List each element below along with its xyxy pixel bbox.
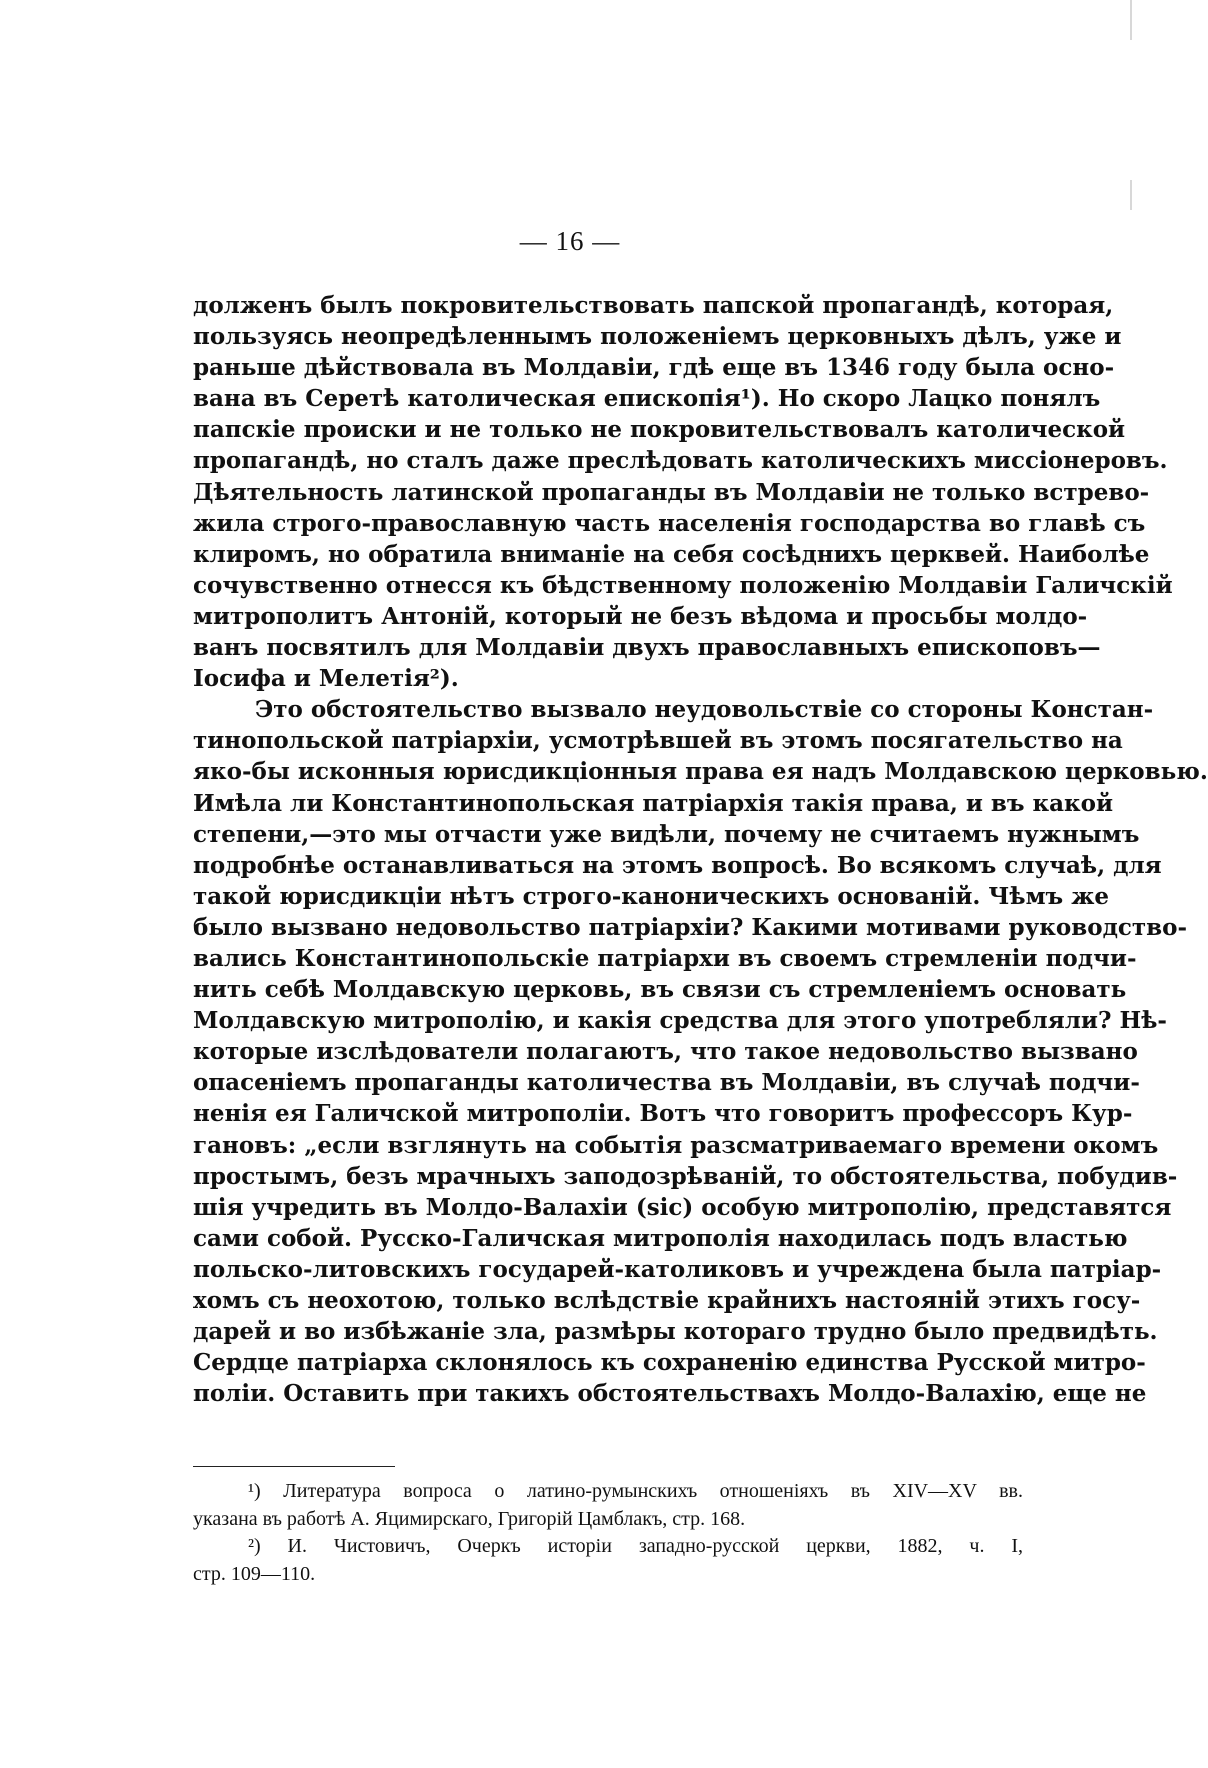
text-line: Сердце патріарха склонялось къ сохраненію единства Русской митро- [193,1349,1146,1377]
text-line: Дѣятельность латинской пропаганды въ Молдавіи не только встрево- [193,478,1150,506]
text-line: вались Константинопольскіе патріархи въ своемъ стремленіи подчи- [193,944,1137,972]
paragraph-1 [193,290,1173,694]
main-text [193,290,1208,1409]
footnote-2 [193,1533,1023,1588]
text-line: пользуясь неопредѣленнымъ положеніемъ церковныхъ дѣлъ, уже и [193,323,1122,351]
text-line: опасеніемъ пропаганды католичества въ Молдавіи, въ случаѣ подчи- [193,1069,1140,1097]
text-line: Имѣла ли Константинопольская патріархія такія права, и въ какой [193,789,1114,817]
text-line: простымъ, безъ мрачныхъ заподозрѣваній, то обстоятельства, побудив- [193,1162,1178,1190]
text-line: яко-бы исконныя юрисдикціонныя права ея надъ Молдавскою церковью. [193,758,1208,786]
text-line: хомъ съ неохотою, только вслѣдствіе крайнихъ настояній этихъ госу- [193,1287,1141,1314]
text-line: дарей и во избѣжаніе зла, размѣры котораго трудно было предвидѣть. [193,1318,1158,1346]
text-line: гановъ: „если взглянуть на событія разсматриваемаго времени окомъ [193,1131,1159,1159]
text-line: клиромъ, но обратила вниманіе на себя сосѣднихъ церквей. Наиболѣе [193,540,1150,568]
text-line: было вызвано недовольство патріархіи? Какими мотивами руководство- [193,913,1188,941]
footnote-line: указана въ работѣ А. Яцимирскаго, Григорій Цамблакъ, стр. 168. [193,1507,746,1530]
text-line: сочувственно отнесся къ бѣдственному положенію Молдавіи Галичскій [193,571,1173,599]
footnotes [193,1478,1023,1588]
text-line: поліи. Оставить при такихъ обстоятельствахъ Молдо-Валахію, еще не [193,1380,1147,1408]
footnote-divider [193,1466,395,1467]
text-line: вана въ Серетѣ католическая епископія¹). Но скоро Лацко понялъ [193,385,1101,413]
text-line: польско-литовскихъ государей-католиковъ и учреждена была патріар- [193,1255,1162,1283]
text-line: Іосифа и Мелетія²). [193,665,459,693]
text-line: жила строго-православную часть населенія господарства во главѣ съ [193,509,1146,537]
footnote-line: ²) И. Чистовичъ, Очеркъ исторіи западно-русской церкви, 1882, ч. I, [248,1535,1023,1557]
text-line: ненія ея Галичской митрополіи. Вотъ что говоритъ профессоръ Кур- [193,1100,1133,1128]
text-line: пропагандѣ, но сталъ даже преслѣдовать католическихъ миссіонеровъ. [193,447,1168,475]
text-line: тинопольской патріархіи, усмотрѣвшей въ этомъ посягательство на [193,727,1123,755]
text-line: раньше дѣйствовала въ Молдавіи, гдѣ еще въ 1346 году была осно- [193,354,1115,382]
text-line: степени,—это мы отчасти уже видѣли, почему не считаемъ нужнымъ [193,820,1140,848]
text-line: Молдавскую митрополію, и какія средства для этого употребляли? Нѣ- [193,1007,1167,1035]
text-line: папскіе происки и не только не покровительствовалъ католической [193,416,1126,444]
text-line: такой юрисдикціи нѣтъ строго-каноническихъ основаній. Чѣмъ же [193,882,1110,910]
text-line: Это обстоятельство вызвало неудовольствіе со стороны Констан- [255,696,1154,724]
text-line: шія учредить въ Молдо-Валахіи (sic) особую митрополію, представятся [193,1193,1172,1221]
footnote-line: стр. 109—110. [193,1562,316,1585]
text-line: долженъ былъ покровительствовать папской пропагандѣ, которая, [193,292,1114,319]
text-line: которые изслѣдователи полагаютъ, что такое недовольство вызвано [193,1038,1138,1066]
footnote-line: ¹) Литература вопроса о латино-румынскихъ отношеніяхъ въ XIV—XV вв. [248,1480,1023,1502]
text-line: нить себѣ Молдавскую церковь, въ связи съ стремленіемъ основать [193,976,1127,1004]
footnote-1 [193,1478,1023,1533]
text-line: подробнѣе останавливаться на этомъ вопросѣ. Во всякомъ случаѣ, для [193,851,1162,879]
scan-edge-mark [1130,180,1132,210]
text-line: митрополитъ Антоній, который не безъ вѣдома и просьбы молдо- [193,602,1088,630]
page-number: — 16 — [519,226,621,256]
text-line: ванъ посвятилъ для Молдавіи двухъ православныхъ епископовъ— [193,634,1101,662]
paragraph-2 [193,694,1208,1409]
scan-edge-mark [1130,0,1132,40]
text-line: сами собой. Русско-Галичская митрополія находилась подъ властью [193,1224,1128,1252]
